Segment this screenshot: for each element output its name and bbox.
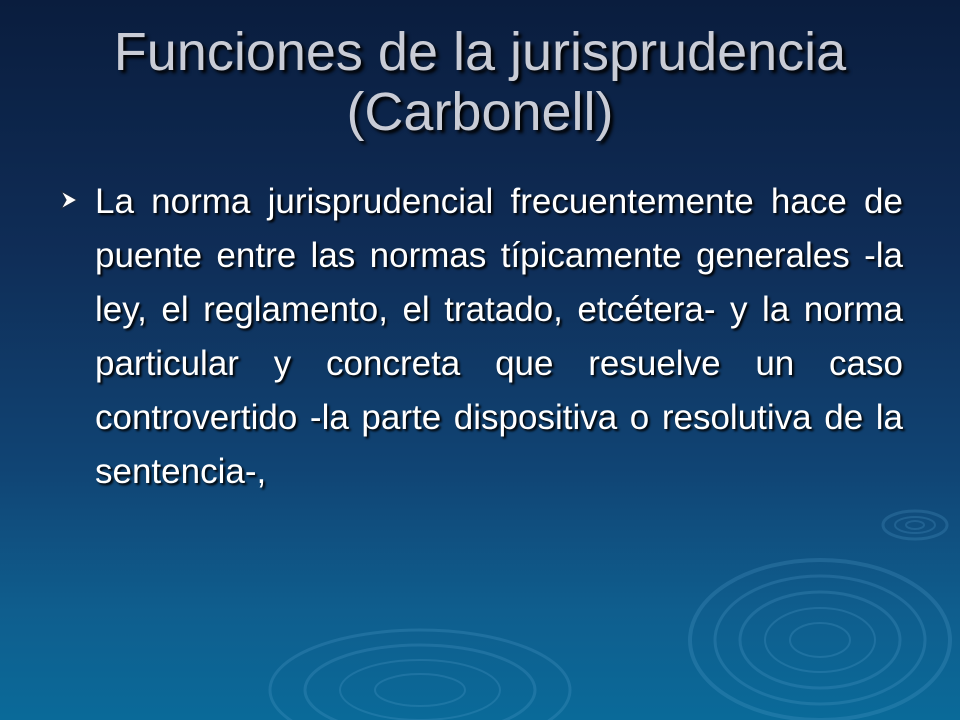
bullet-item [58,175,903,499]
slide-title: Funciones de la jurisprudencia (Carbonell) [113,22,847,142]
bullet-text: La norma jurisprudencial frecuentemente hace de puente entre las normas típicamente generales -la ley, el reglamento, el tratado, etcétera- y la norma particular y concreta que resuelve un caso controvertido -la parte dispositiva o resolutiva de la sentencia-, [95,182,903,491]
arrow-bullet-icon [58,189,80,211]
